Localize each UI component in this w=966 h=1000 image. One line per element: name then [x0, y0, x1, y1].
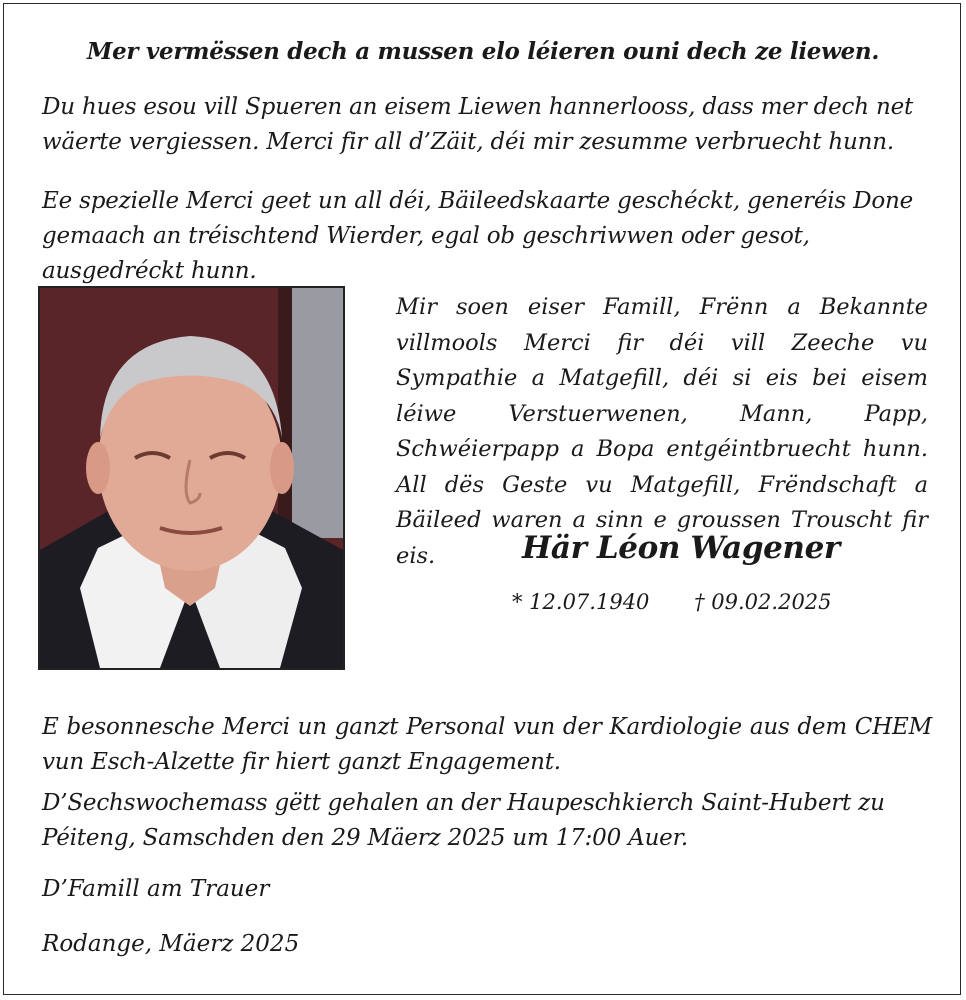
place-and-date: Rodange, Mäerz 2025: [42, 931, 300, 957]
headline: Mer vermëssen dech a mussen elo léieren ouni dech ze liewen.: [86, 38, 880, 65]
paragraph-hospital-thanks: E besonnesche Merci un ganzt Personal vun der Kardiologie aus dem CHEM vun Esch-Alzette fir hiert ganzt Engagement.: [42, 714, 932, 775]
deceased-name: Här Léon Wagener: [522, 530, 840, 566]
paragraph-mass-announcement: D’Sechswochemass gëtt gehalen an der Haupeschkierch Saint-Hubert zu Péiteng, Samschden den 29 Mäerz 2025 um 17:00 Auer.: [42, 790, 885, 851]
paragraph-thanks: Ee spezielle Merci geet un all déi, Bäileedskaarte geschéckt, generéis Done gemaach an tréischtend Wierder, egal ob geschriwwen oder gesot, ausgedréckt hunn.: [42, 188, 914, 284]
paragraph-remembrance: Du hues esou vill Spueren an eisem Liewen hannerlooss, dass mer dech net wäerte vergiessen. Merci fir all d’Zäit, déi mir zesumme verbruecht hunn.: [42, 94, 914, 155]
family-signature: D’Famill am Trauer: [42, 876, 270, 902]
paragraph-gratitude: Mir soen eiser Famill, Frënn a Bekannte villmools Merci fir déi vill Zeeche vu Sympathie a Matgefill, déi si eis bei eisem léiwe Verstuerwenen, Mann, Papp, Schwéierpapp a Bopa entgéintbruecht hunn. All dës Geste vu Matgefill, Frëndschaft a Bäileed waren a sinn e groussen Trouscht fir eis.: [396, 294, 928, 569]
life-dates: [512, 590, 832, 614]
birth-date: * 12.07.1940: [512, 590, 650, 614]
death-date: † 09.02.2025: [694, 590, 832, 614]
portrait-photo: [38, 286, 345, 670]
